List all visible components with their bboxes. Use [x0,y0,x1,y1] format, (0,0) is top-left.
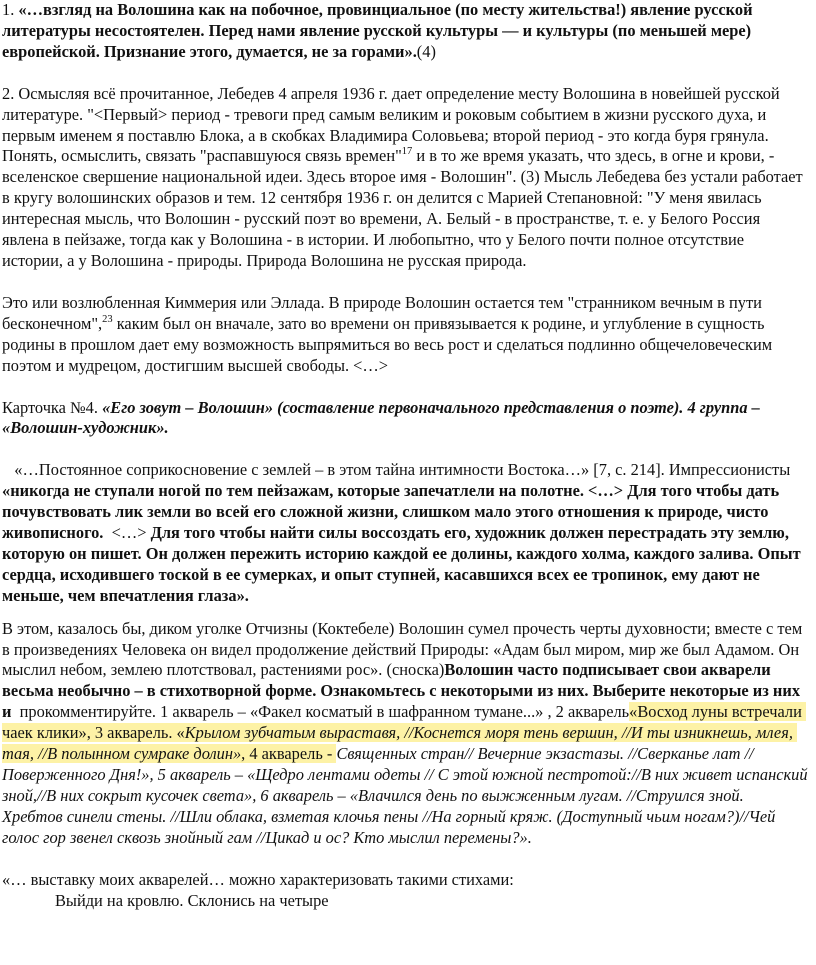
highlight-watercolor-2: «Восход луны встречали чаек клики», 3 акварель. « [2,702,806,743]
quote-ellipsis: <…> [103,523,151,543]
document-page [2,0,812,911]
paragraph-2-text-b: и в то же время указать, что здесь, в огне и крови, - вселенское свершение национальной идеи. Здесь второе имя - Волошин". (3) Мысль Лебедева без устали работает в кругу волошинских образов и тем. 12 сентября 1936 г. он делится с Марией Степановной: "У меня явилась интересная мысль, что Волошин - русский поэт во времени, А. Белый - в пространстве, т. е. у Белого Россия явлена в пейзаже, тогда как у Волошина - в истории. И любопытно, что у Белого почти полное отсутствие истории, а у Волошина - природы. Природа Волошина не русская природа. [2,146,803,270]
highlight-watercolor-4: , 4 акварель - [241,744,337,764]
paragraph-1 [2,0,808,63]
card-4-heading [2,398,808,440]
paragraph-1-number: 1. [2,0,19,19]
quote-paragraph [2,460,808,606]
paragraph-2 [2,84,808,272]
quote-text-a: «…Постоянное соприкосновение с землей – в этом тайна интимности Востока…» [7, с. 214]. Импрессионисты [2,460,795,480]
paragraph-3-text-b: каким был он вначале, зато во времени он привязывается к родине, и углубление в сущность родины в прошлом дает ему возможность выпрямиться во весь рост и сделаться подлинно общечеловеческим поэтом и мудрецом, достигшим высшей свободы. <…> [2,313,773,375]
paragraph-6-line-1: «… выставку моих акварелей… можно характеризовать такими стихами: [2,869,514,889]
paragraph-5-italic-verses: Священных стран// Вечерние экзастазы. //Сверканье лат //Поверженного Дня!», 5 акварель – «Щедро лентами одеты // С этой южной пестротой://В них живет испанский зной,//В них сокрыт кусочек света», 6 акварель – «Влачился день по выжженным лугам. //Струился зной. Хребтов синели стены. //Шли облака, взметая клочья пены //На горный кряж. (Доступный чьим ногам?)//Чей голос гор звенел сквозь знойный гам //Цикад и ос? Кто мыслил перемены?». [2,744,812,847]
quote-bold-b: Для того чтобы найти силы воссоздать его, художник должен перестрадать эту землю, которую он пишет. Он должен пережить историю каждой ее долины, каждого холма, каждого залива. Опыт сердца, исходившего тоской в ее сумерках, и опыт ступней, касавшихся всех ее тропинок, ему дают не меньше, чем впечатления глаза». [2,523,805,605]
quote-bold-a: «никогда не ступали ногой по тем пейзажам, которые запечатлели на полотне. <…> Для того чтобы дать почувствовать лик земли во всей его сложной жизни, слишком мало этого отношения к природе, чисто живописного. [2,481,784,543]
paragraph-5-text-c: прокомментируйте. 1 акварель – «Факел косматый в шафранном тумане...» , 2 акварель [11,702,630,722]
paragraph-2-text-a: 2. Осмысляя всё прочитанное, Лебедев 4 апреля 1936 г. дает определение месту Волошина в новейшей русской литературе. "<Первый> период - тревоги пред самым великим и роковым событием в жизни русского духа, и первым именем я поставлю Блока, а в скобках Владимира Соловьева; второй период - это когда буря грянула. Понять, осмыслить, связать "распавшуюся связь времен" [2,83,780,166]
card-4-label: Карточка №4. [2,397,103,417]
paragraph-2-superscript: 17 [401,146,413,158]
paragraph-5-bold: Волошин часто подписывает свои акварели весьма необычно – в стихотворной форме. Ознакомьтесь с некоторыми из них. Выберите некоторые из них и [2,660,805,722]
paragraph-3-superscript: 23 [102,313,113,325]
paragraph-1-bold-quote: «…взгляд на Волошина как на побочное, провинциальное (по месту жительства!) явление русской литературы несостоятелен. Перед нами явление русской культуры — и культуры (по меньшей мере) европейской. Признание этого, думается, не за горами». [2,0,753,61]
paragraph-3-text-a: Это или возлюбленная Киммерия или Эллада. В природе Волошин остается тем "странником вечным в пути бесконечном", [2,292,762,333]
paragraph-3 [2,293,808,377]
paragraph-1-footnote-ref: (4) [416,41,436,61]
paragraph-5 [2,618,812,849]
card-4-title: «Его зовут – Волошин» (составление первоначального представления о поэте). 4 группа – «Волошин-художник». [2,397,760,438]
highlight-watercolor-3-verse: Крылом зубчатым выраставя, //Коснется моря тень вершин, //И ты изникнешь, млея, тая, //В полынном сумраке долин» [2,723,798,764]
paragraph-6-line-2: Выйди на кровлю. Склонись на четыре [55,890,329,910]
paragraph-5-text-a: В этом, казалось бы, диком уголке Отчизны (Коктебеле) Волошин сумел прочесть черты духовности; вместе с тем в произведениях Человека он видел продолжение действий Природы: «Адам был миром, мир же был Адамом. Он мыслил небом, землею плотствовал, растениями рос». (сноска) [2,618,807,680]
